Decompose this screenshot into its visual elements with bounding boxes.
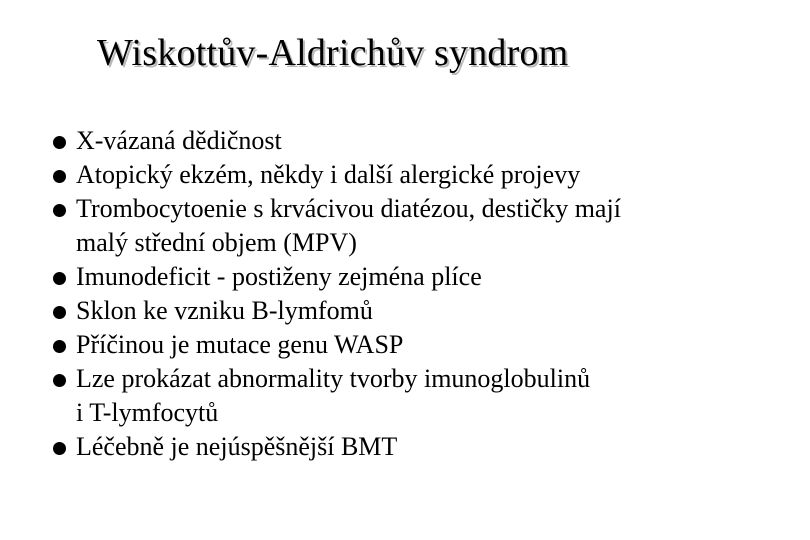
bullet-dot-icon bbox=[53, 204, 66, 217]
bullet-text: Atopický ekzém, někdy i další alergické projevy bbox=[76, 160, 581, 189]
bullet-text: Léčebně je nejúspěšnější BMT bbox=[76, 432, 398, 461]
bullet-text-continuation: malý střední objem (MPV) bbox=[76, 228, 357, 257]
bullet-item bbox=[52, 430, 792, 464]
bullet-item bbox=[52, 294, 792, 328]
bullet-item bbox=[52, 328, 792, 362]
bullet-dot-icon bbox=[53, 306, 66, 319]
bullet-dot-icon bbox=[53, 340, 66, 353]
bullet-dot-icon bbox=[53, 374, 66, 387]
bullet-item bbox=[52, 124, 792, 158]
bullet-text: X-vázaná dědičnost bbox=[76, 126, 282, 155]
bullet-item bbox=[52, 192, 792, 260]
bullet-list bbox=[52, 124, 792, 464]
bullet-dot-icon bbox=[53, 442, 66, 455]
bullet-item bbox=[52, 362, 792, 430]
bullet-text: Trombocytoenie s krvácivou diatézou, destičky mají bbox=[76, 194, 621, 223]
bullet-text: Imunodeficit - postiženy zejména plíce bbox=[76, 262, 482, 291]
bullet-item bbox=[52, 260, 792, 294]
bullet-dot-icon bbox=[53, 170, 66, 183]
bullet-dot-icon bbox=[53, 136, 66, 149]
bullet-text-continuation: i T-lymfocytů bbox=[76, 398, 219, 427]
slide-title: Wiskottův-Aldrichův syndrom bbox=[97, 32, 569, 74]
bullet-text: Sklon ke vzniku B-lymfomů bbox=[76, 296, 373, 325]
bullet-item bbox=[52, 158, 792, 192]
bullet-text: Příčinou je mutace genu WASP bbox=[76, 330, 404, 359]
bullet-text: Lze prokázat abnormality tvorby imunoglobulinů bbox=[76, 364, 591, 393]
bullet-dot-icon bbox=[53, 272, 66, 285]
